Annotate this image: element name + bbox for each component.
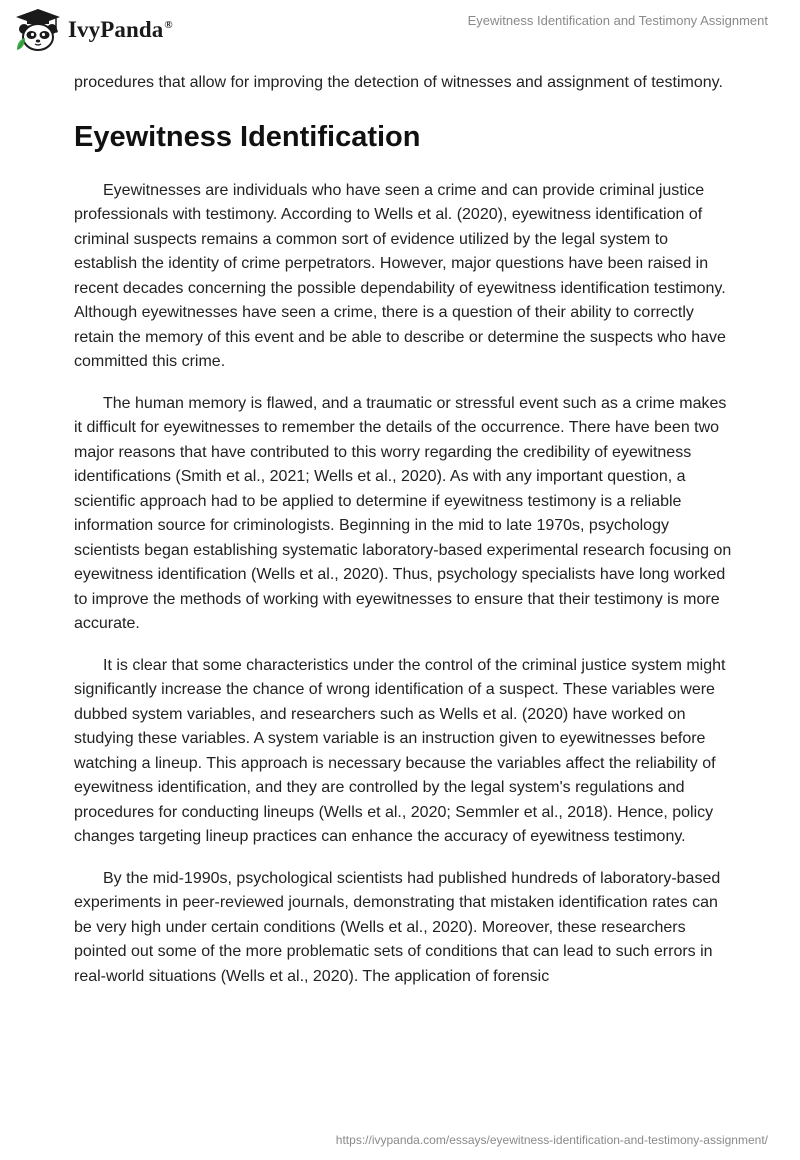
brand-name: IvyPanda®: [68, 17, 173, 42]
body-paragraph-3: It is clear that some characteristics under the control of the criminal justice system might significantly increase the chance of wrong identification of a suspect. These variables were dubbed system variables, and researchers such as Wells et al. (2020) have worked on studying these variables. A system variable is an instruction given to eyewitnesses before watching a lineup. This approach is necessary because the variables affect the reliability of eyewitness identification, and they are controlled by the legal system's regulations and procedures for conducting lineups (Wells et al., 2020; Semmler et al., 2018). Hence, policy changes targeting lineup practices can enhance the accuracy of eyewitness testimony.: [74, 656, 726, 845]
ivypanda-logo[interactable]: [14, 8, 173, 52]
panda-logo-icon: [14, 8, 62, 52]
intro-paragraph: procedures that allow for improving the detection of witnesses and assignment of testimony.: [74, 74, 723, 91]
registered-mark: ®: [164, 19, 173, 32]
document-title: Eyewitness Identification and Testimony Assignment: [467, 13, 768, 28]
body-paragraph-1: Eyewitnesses are individuals who have seen a crime and can provide criminal justice professionals with testimony. According to Wells et al. (2020), eyewitness identification of criminal suspects remains a common sort of evidence utilized by the legal system to establish the identity of crime perpetrators. However, major questions have been raised in recent decades concerning the possible dependability of eyewitness identification testimony. Although eyewitnesses have seen a crime, there is a question of their ability to correctly retain the memory of this event and be able to describe or determine the suspects who have committed this crime.: [74, 181, 726, 370]
body-paragraph-4: By the mid-1990s, psychological scientists had published hundreds of laboratory-based experiments in peer-reviewed journals, demonstrating that mistaken identification rates can be very high under certain conditions (Wells et al., 2020). Moreover, these researchers pointed out some of the more problematic sets of conditions that can lead to such errors in real-world situations (Wells et al., 2020). The application of forensic: [74, 869, 721, 985]
essay-body: [74, 71, 734, 1006]
source-url[interactable]: https://ivypanda.com/essays/eyewitness-identification-and-testimony-assignment/: [335, 1133, 768, 1147]
page-header: [0, 0, 800, 62]
body-paragraph-2: The human memory is flawed, and a traumatic or stressful event such as a crime makes it difficult for eyewitnesses to remember the details of the occurrence. There have been two major reasons that have contributed to this worry regarding the credibility of eyewitness identifications (Smith et al., 2021; Wells et al., 2020). As with any important question, a scientific approach had to be applied to determine if eyewitness testimony is a reliable information source for criminologists. Beginning in the mid to late 1970s, psychology scientists began establishing systematic laboratory-based experimental research focusing on eyewitness identification (Wells et al., 2020). Thus, psychology specialists have long worked to improve the methods of working with eyewitnesses to ensure that their testimony is more accurate.: [74, 394, 732, 632]
section-heading: Eyewitness Identification: [74, 120, 421, 153]
